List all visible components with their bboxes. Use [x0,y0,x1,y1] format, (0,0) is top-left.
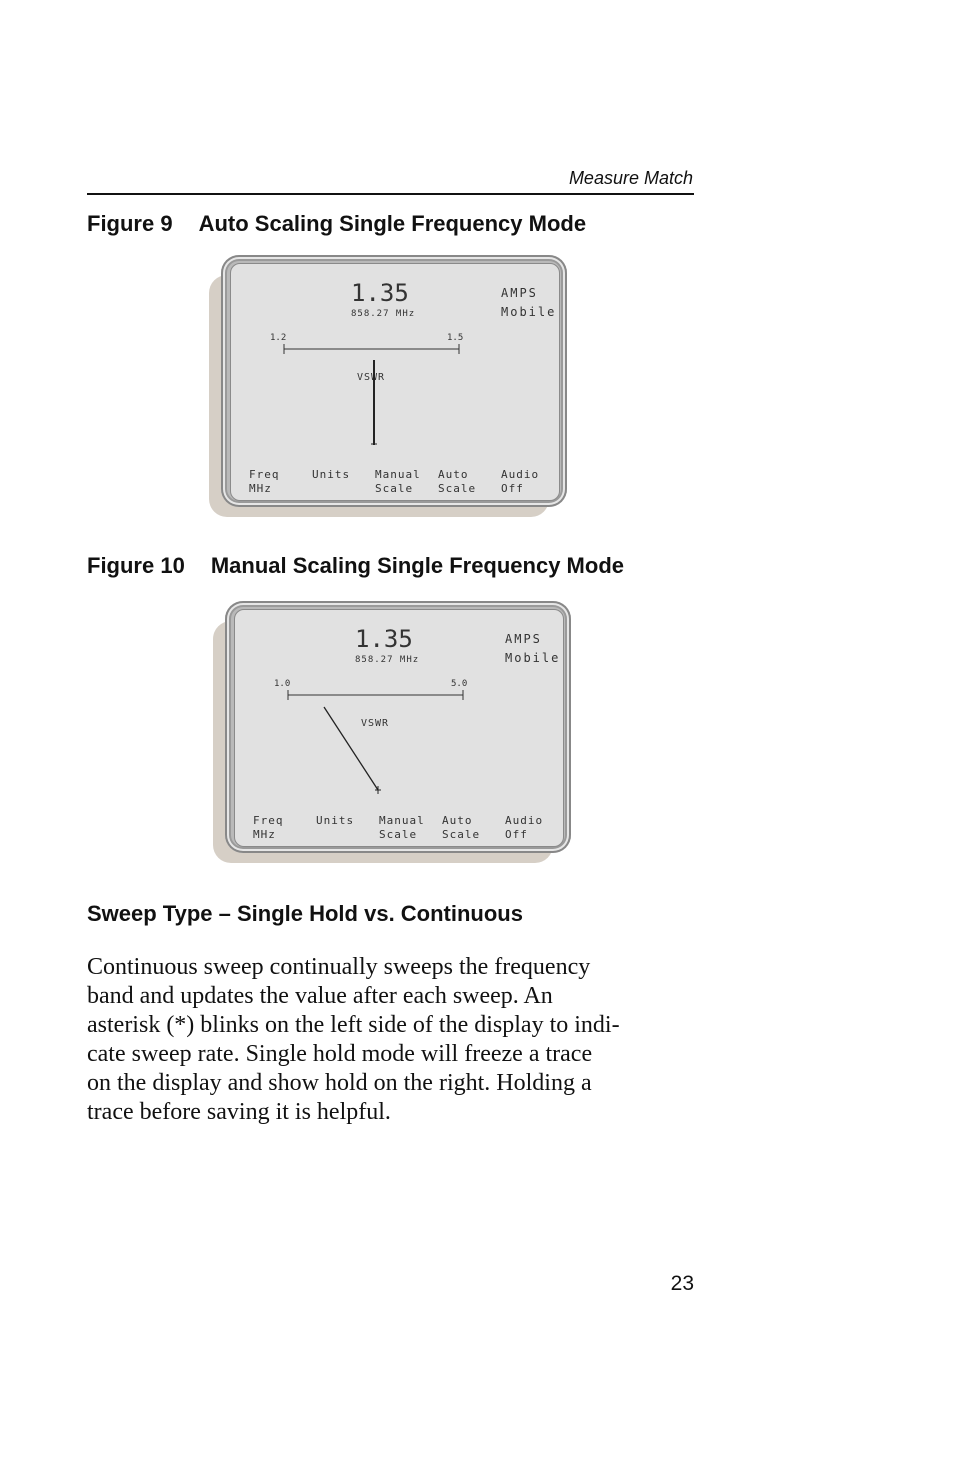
figure-9-title: Auto Scaling Single Frequency Mode [198,211,587,236]
softkey-freq-line1: Freq [249,468,280,481]
figure-9-caption [87,211,586,237]
softkey-audio-line1: Audio [505,814,544,827]
body-line: Continuous sweep continually sweeps the frequency [87,954,591,980]
softkey-audio-line2: Off [501,482,524,495]
figure-10-label: Figure 10 [87,553,185,578]
softkey-labels [249,468,539,495]
body-paragraph [87,953,707,1127]
softkey-units-line1: Units [316,814,355,827]
softkey-audio-line1: Audio [501,468,540,481]
body-line: cate sweep rate. Single hold mode will freeze a trace [87,1041,593,1067]
softkey-labels [253,814,543,841]
body-line: band and updates the value after each sweep. An [87,983,553,1009]
figure-10-title: Manual Scaling Single Frequency Mode [210,553,624,578]
softkey-units-line1: Units [312,468,351,481]
mode-line-2: Mobile [501,305,557,319]
running-header: Measure Match [568,168,693,188]
figure-9-device [209,255,571,521]
figure-9-label: Figure 9 [87,211,173,236]
scale-min-label: 1.0 [274,679,291,689]
softkey-auto-line2: Scale [442,828,481,841]
softkey-manual-line1: Manual [375,468,421,481]
header-rule [87,193,694,195]
mode-line-2: Mobile [505,651,561,665]
scale-max-label: 1.5 [447,333,464,343]
figure-9-lcd-screen [230,263,560,501]
scale-max-label: 5.0 [451,679,468,689]
section-heading: Sweep Type – Single Hold vs. Continuous [87,901,523,926]
meter-label: VSWR [357,372,386,383]
frequency-readout: 858.27 MHz [355,655,420,665]
softkey-auto-line1: Auto [442,814,473,827]
body-line: on the display and show hold on the right. Holding a [87,1070,592,1096]
softkey-auto-line2: Scale [438,482,477,495]
figure-10-caption [87,553,624,579]
frequency-readout: 858.27 MHz [351,309,416,319]
vswr-reading: 1.35 [355,625,413,653]
page-number: 23 [670,1272,694,1295]
figure-9-lcd-graphics [231,264,559,500]
figure-10-lcd-screen [234,609,564,847]
scale-min-label: 1.2 [270,333,287,343]
figure-10-lcd-graphics [235,610,563,846]
softkey-freq-line1: Freq [253,814,284,827]
softkey-freq-line2: MHz [253,828,276,841]
figure-10-device [213,601,575,867]
softkey-manual-line2: Scale [375,482,414,495]
vswr-reading: 1.35 [351,279,409,307]
body-line: asterisk (*) blinks on the left side of the display to indi- [87,1012,620,1038]
softkey-manual-line1: Manual [379,814,425,827]
mode-line-1: AMPS [505,632,542,646]
softkey-freq-line2: MHz [249,482,272,495]
softkey-auto-line1: Auto [438,468,469,481]
body-line: trace before saving it is helpful. [87,1099,391,1125]
softkey-audio-line2: Off [505,828,528,841]
meter-label: VSWR [361,718,390,729]
softkey-manual-line2: Scale [379,828,418,841]
mode-line-1: AMPS [501,286,538,300]
